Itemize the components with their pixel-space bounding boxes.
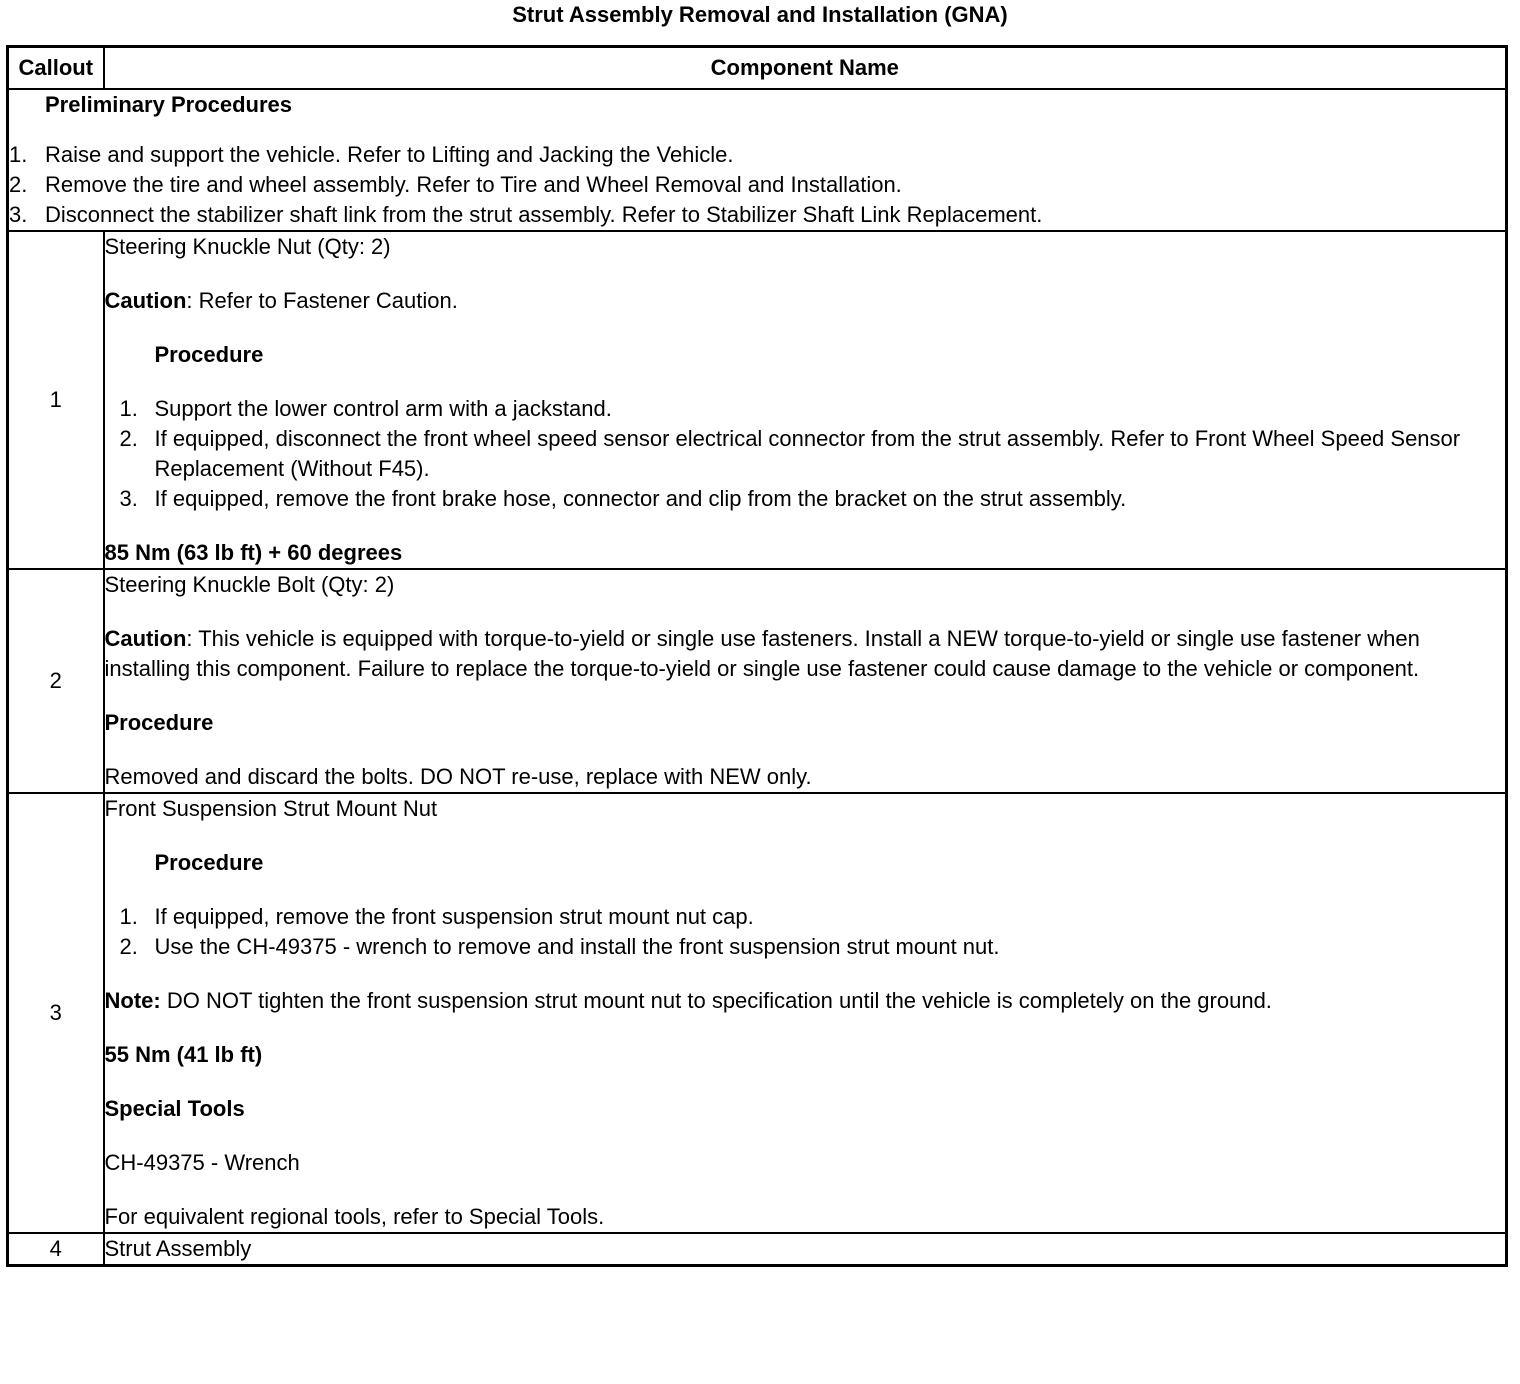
step-text: Raise and support the vehicle. Refer to Lifting and Jacking the Vehicle.: [45, 142, 734, 167]
list-item: [9, 170, 1505, 200]
procedure-steps: [105, 902, 1506, 962]
component-cell: [104, 1233, 1507, 1266]
note-label: Note:: [104, 988, 161, 1013]
caution-label: Caution: [104, 626, 187, 651]
procedure-heading: Procedure: [154, 850, 264, 875]
torque-spec: [105, 1040, 1506, 1070]
procedure-heading: Procedure: [104, 710, 214, 735]
step-text: If equipped, remove the front brake hose, connector and clip from the bracket on the strut assembly.: [154, 486, 1127, 511]
caution: [105, 286, 1506, 316]
component-cell: [104, 231, 1507, 569]
list-item: [105, 424, 1506, 484]
component-header: Component Name: [104, 47, 1507, 90]
torque-value: 85 Nm (63 lb ft) + 60 degrees: [104, 540, 403, 565]
table-row: [8, 1233, 1507, 1266]
step-number: 1.: [9, 142, 28, 167]
step-text: If equipped, remove the front suspension strut mount nut cap.: [154, 904, 754, 929]
callout-header: Callout: [8, 47, 104, 90]
preliminary-cell: [8, 89, 1507, 231]
preliminary-steps: [9, 140, 1505, 230]
list-item: [105, 394, 1506, 424]
caution-text: : This vehicle is equipped with torque-to-yield or single use fasteners. Install a NEW torque-to-yield or single use fastener when installing this component. Failure to replace the torque-to-yield or single use fastener could cause damage to the vehicle or component.: [104, 626, 1420, 681]
list-item: [105, 484, 1506, 514]
step-number: 3.: [9, 202, 28, 227]
procedure-table: [6, 45, 1508, 1267]
procedure-text: Removed and discard the bolts. DO NOT re-use, replace with NEW only.: [104, 764, 812, 789]
component-cell: [104, 793, 1507, 1233]
component-name: Strut Assembly: [104, 1236, 252, 1261]
torque-spec: [105, 538, 1506, 568]
note-text: DO NOT tighten the front suspension strut mount nut to specification until the vehicle is completely on the ground.: [160, 988, 1272, 1013]
note: [105, 986, 1506, 1016]
step-number: 1.: [119, 904, 138, 929]
step-text: Remove the tire and wheel assembly. Refer to Tire and Wheel Removal and Installation.: [45, 172, 902, 197]
list-item: [9, 140, 1505, 170]
component-name: Steering Knuckle Bolt (Qty: 2): [104, 572, 395, 597]
component-name: Front Suspension Strut Mount Nut: [104, 796, 438, 821]
step-text: If equipped, disconnect the front wheel speed sensor electrical connector from the strut assembly. Refer to Front Wheel Speed Sensor Replacement (Without F45).: [154, 426, 1461, 481]
component-name: Steering Knuckle Nut (Qty: 2): [104, 234, 391, 259]
step-number: 2.: [119, 934, 138, 959]
list-item: [105, 902, 1506, 932]
callout-number: 3: [8, 793, 104, 1233]
list-item: [105, 932, 1506, 962]
component-cell: [104, 569, 1507, 793]
callout-number: 1: [8, 231, 104, 569]
procedure-heading: Procedure: [154, 342, 264, 367]
caution-text: : Refer to Fastener Caution.: [186, 288, 458, 313]
procedure-steps: [105, 394, 1506, 514]
table-row: [8, 569, 1507, 793]
step-number: 3.: [119, 486, 138, 511]
preliminary-heading: Preliminary Procedures: [45, 92, 293, 117]
step-text: Support the lower control arm with a jackstand.: [154, 396, 612, 421]
tool-name: CH-49375 - Wrench: [104, 1150, 300, 1175]
page-title: Strut Assembly Removal and Installation (GNA): [512, 2, 1008, 27]
caution-label: Caution: [104, 288, 187, 313]
step-text: Use the CH-49375 - wrench to remove and install the front suspension strut mount nut.: [154, 934, 1000, 959]
equivalent-tools-text: For equivalent regional tools, refer to Special Tools.: [104, 1204, 605, 1229]
header-row: [8, 47, 1507, 90]
table-row: [8, 231, 1507, 569]
special-tools-heading: Special Tools: [104, 1096, 245, 1121]
list-item: [9, 200, 1505, 230]
caution: [105, 624, 1506, 684]
step-number: 2.: [119, 426, 138, 451]
step-number: 1.: [119, 396, 138, 421]
preliminary-row: [8, 89, 1507, 231]
callout-number: 4: [8, 1233, 104, 1266]
torque-value: 55 Nm (41 lb ft): [104, 1042, 263, 1067]
table-row: [8, 793, 1507, 1233]
callout-number: 2: [8, 569, 104, 793]
step-number: 2.: [9, 172, 28, 197]
step-text: Disconnect the stabilizer shaft link from the strut assembly. Refer to Stabilizer Shaft Link Replacement.: [45, 202, 1043, 227]
